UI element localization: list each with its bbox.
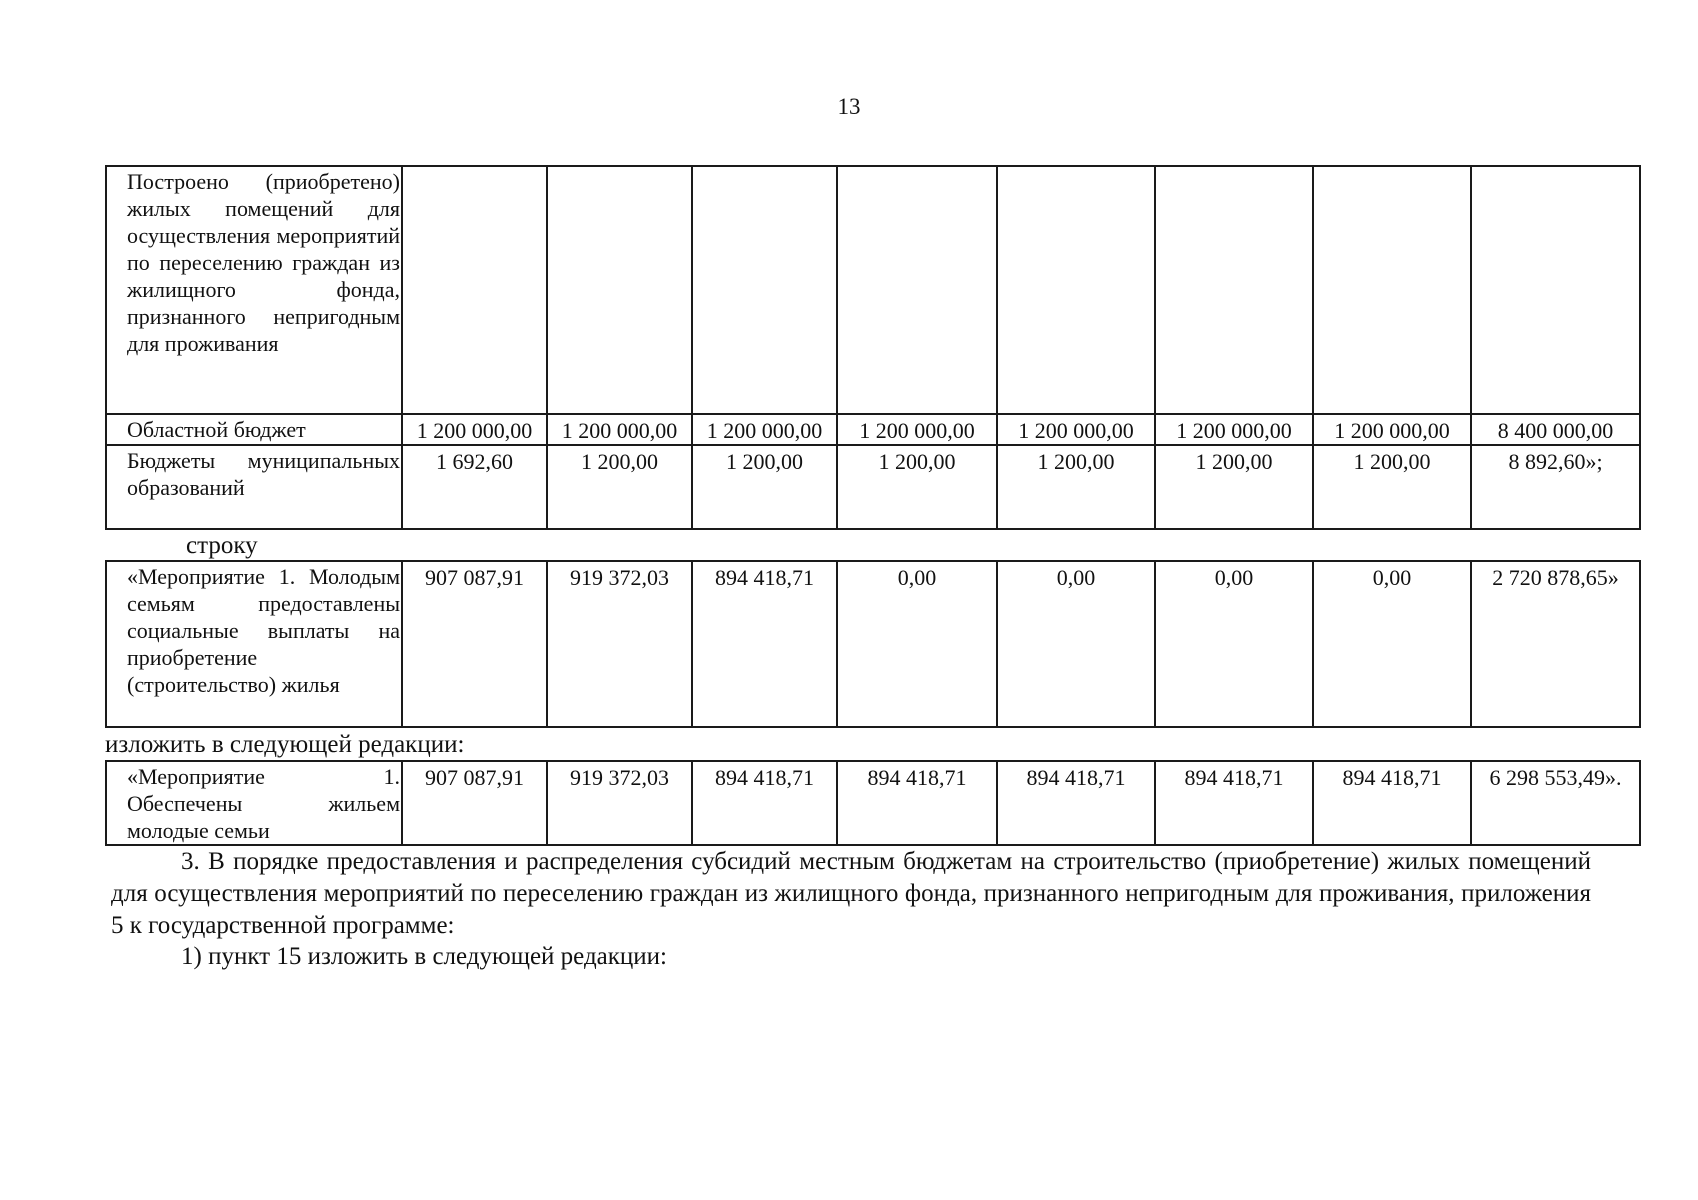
table-cell: 1 200,00 [837,445,997,529]
new-row-table [105,760,1641,846]
table-row [106,561,1640,727]
table-cell [1313,166,1471,414]
table-cell: 919 372,03 [547,761,692,845]
page-number: 13 [837,94,861,119]
table-cell: 894 418,71 [1155,761,1313,845]
table-cell: 894 418,71 [1313,761,1471,845]
table-row [106,761,1640,845]
table-cell: 0,00 [1313,561,1471,727]
table-cell: 0,00 [997,561,1155,727]
table-cell [692,166,837,414]
table-row [106,445,1640,529]
table-cell: 1 692,60 [402,445,547,529]
paragraph-3: 3. В порядке предоставления и распределения субсидий местным бюджетам на строительство (приобретение) жилых помещений для осуществления мероприятий по переселению граждан из жилищного фонда, признанного непригодным для проживания, приложения 5 к государственной программе: [111,848,1591,939]
table-cell: 0,00 [1155,561,1313,727]
table-cell: 1 200,00 [1155,445,1313,529]
row-label: Областной бюджет [106,414,402,445]
table-cell: 1 200,00 [692,445,837,529]
table-cell: 1 200,00 [547,445,692,529]
table-cell: 2 720 878,65» [1471,561,1640,727]
table-cell [402,166,547,414]
table-cell: 0,00 [837,561,997,727]
table-cell: 1 200 000,00 [402,414,547,445]
table-cell: 1 200 000,00 [1155,414,1313,445]
table-cell: 907 087,91 [402,761,547,845]
caption-edit: изложить в следующей редакции: [105,731,465,758]
table-cell: 6 298 553,49». [1471,761,1640,845]
row-label: Бюджеты муниципальных образований [106,445,402,529]
row-label: «Мероприятие 1. Обеспечены жильем молодые семьи [106,761,402,845]
table-cell [997,166,1155,414]
table-cell: 1 200 000,00 [837,414,997,445]
table-cell: 894 418,71 [692,561,837,727]
table-row [106,414,1640,445]
table-cell: 1 200,00 [997,445,1155,529]
table-cell: 1 200 000,00 [1313,414,1471,445]
budget-table [105,165,1641,530]
table-cell: 907 087,91 [402,561,547,727]
table-cell [1471,166,1640,414]
table-cell: 8 892,60»; [1471,445,1640,529]
table-cell: 8 400 000,00 [1471,414,1640,445]
table-cell: 1 200 000,00 [547,414,692,445]
table-cell [1155,166,1313,414]
table-cell: 894 418,71 [692,761,837,845]
row-label: Построено (приобретено) жилых помещений для осуществления мероприятий по переселению граждан из жилищного фонда, признанного непригодным для проживания [106,166,402,414]
table-cell [547,166,692,414]
table-cell: 1 200,00 [1313,445,1471,529]
caption-row: строку [186,532,258,559]
table-cell: 894 418,71 [837,761,997,845]
table-cell: 894 418,71 [997,761,1155,845]
table-cell [837,166,997,414]
paragraph-3-1: 1) пункт 15 изложить в следующей редакции: [181,943,667,970]
table-cell: 1 200 000,00 [997,414,1155,445]
old-row-table [105,560,1641,728]
table-cell: 1 200 000,00 [692,414,837,445]
table-cell: 919 372,03 [547,561,692,727]
table-row [106,166,1640,414]
row-label: «Мероприятие 1. Молодым семьям предоставлены социальные выплаты на приобретение (строительство) жилья [106,561,402,727]
